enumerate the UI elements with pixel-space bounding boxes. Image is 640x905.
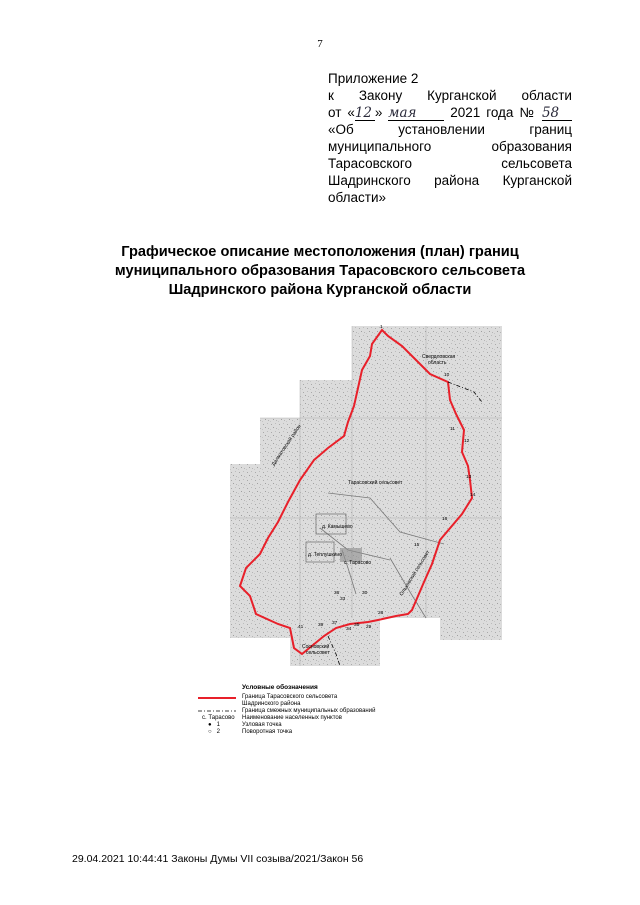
point-label: 37 bbox=[332, 621, 338, 626]
point-label: 1 bbox=[380, 325, 383, 330]
label-dalmatovsky: Далматовский район bbox=[270, 423, 303, 468]
title-line-1: Графическое описание местоположения (план) границ bbox=[121, 244, 519, 260]
label-sosnovsky-2: сельсовет bbox=[306, 650, 330, 656]
legend-title: Условные обозначения bbox=[242, 684, 318, 691]
point-label: 28 bbox=[378, 611, 384, 616]
label-tepluhino: д. Теплушкино bbox=[308, 552, 342, 558]
point-label: 33 bbox=[340, 597, 346, 602]
point-label: 13 bbox=[466, 475, 472, 480]
label-tarasovo: с. Тарасово bbox=[344, 560, 372, 566]
appendix-line-1: к Закону Курганской области bbox=[328, 88, 572, 103]
point-label: 36 bbox=[334, 591, 340, 596]
label-tarasovsky: Тарасовский сельсовет bbox=[348, 480, 403, 486]
title-line-2: муниципального образования Тарасовского сельсовета bbox=[114, 263, 526, 279]
legend-row-node: ● 1 Узловая точка bbox=[208, 722, 282, 728]
appendix-line-5: Тарасовского сельсовета bbox=[328, 156, 572, 171]
map-background bbox=[230, 326, 502, 666]
label-sverdlovsk-1: Свердловская bbox=[422, 354, 456, 360]
point-label: 41 bbox=[298, 625, 304, 630]
label-olkhovsky: Ольховский сельсовет bbox=[398, 549, 432, 598]
appendix-date-line: от «12 » мая 2021 года № 58 bbox=[328, 104, 572, 121]
boundary-map bbox=[230, 318, 502, 670]
handwritten-law-number: 58 bbox=[542, 106, 572, 121]
appendix-line-7: области» bbox=[328, 190, 387, 205]
legend-row-turn: ○ 2 Поворотная точка bbox=[208, 729, 293, 735]
point-label: 12 bbox=[464, 439, 470, 444]
node-point-icon: ● bbox=[208, 722, 212, 728]
title-line-3: Шадринского района Курганской области bbox=[168, 282, 472, 298]
point-label: 15 bbox=[414, 543, 420, 548]
document-footer: 29.04.2021 10:44:41 Законы Думы VII созыва/2021/Закон 56 bbox=[72, 853, 364, 865]
legend-row-settlement: с. Тарасово Наименование населенных пунктов bbox=[202, 715, 342, 721]
point-label: 35 bbox=[354, 623, 360, 628]
document-title bbox=[40, 243, 600, 300]
legend-row-district: Шадринского района bbox=[242, 701, 301, 707]
handwritten-month: мая bbox=[388, 106, 444, 121]
appendix-block bbox=[328, 70, 572, 206]
point-label: 39 bbox=[318, 623, 324, 628]
point-label: 29 bbox=[366, 625, 372, 630]
appendix-line-6: Шадринского района Курганской bbox=[328, 173, 572, 188]
label-sverdlovsk-2: область bbox=[428, 360, 447, 366]
point-label: 34 bbox=[346, 627, 352, 632]
legend-row-boundary: Граница Тарасовского сельсовета bbox=[196, 693, 396, 701]
appendix-line-3: «Об установлении границ bbox=[328, 122, 572, 137]
appendix-line-4: муниципального образования bbox=[328, 139, 572, 154]
appendix-heading: Приложение 2 bbox=[328, 71, 419, 86]
turn-point-icon: ○ bbox=[208, 729, 212, 735]
point-label: 30 bbox=[362, 591, 368, 596]
point-label: 11 bbox=[450, 427, 455, 432]
point-label: 16 bbox=[442, 517, 448, 522]
point-label: 14 bbox=[470, 493, 476, 498]
label-sosnovsky-1: Сосновский bbox=[302, 644, 330, 650]
label-kamyshevo: д. Камышево bbox=[322, 524, 353, 530]
handwritten-day: 12 bbox=[355, 106, 375, 121]
legend-row-neighbour: Граница смежных муниципальных образований bbox=[196, 707, 396, 715]
point-label: 10 bbox=[444, 373, 450, 378]
page-number: 7 bbox=[317, 38, 323, 50]
